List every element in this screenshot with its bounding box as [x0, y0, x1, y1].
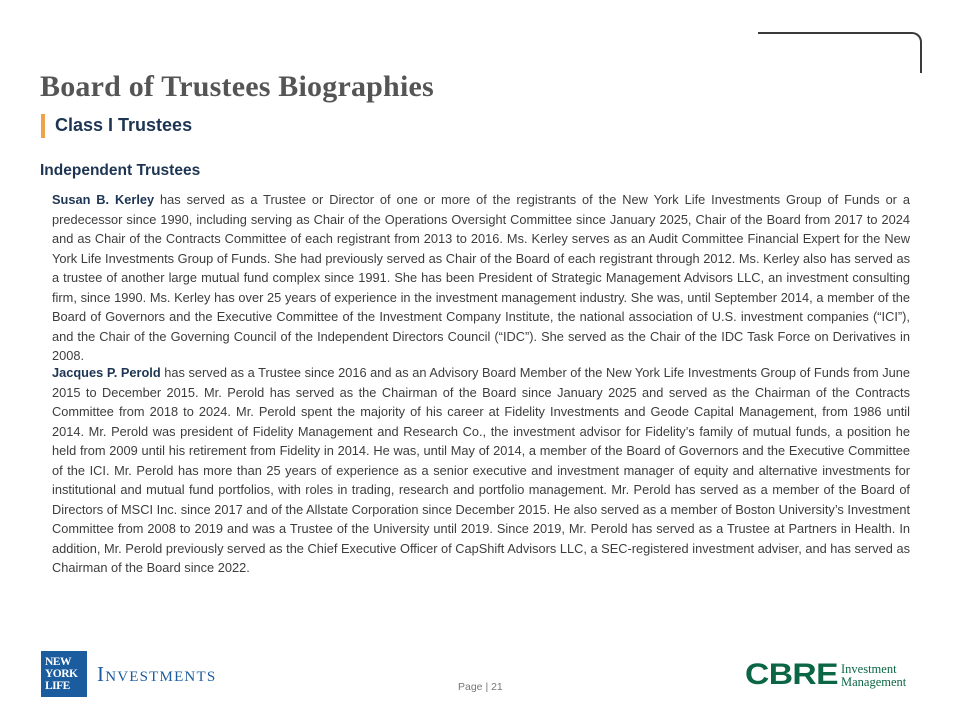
- nyl-investments-wordmark: Investments: [97, 662, 217, 686]
- cbre-investment-management-wordmark: Investment Management: [841, 662, 907, 689]
- corner-decoration: [758, 32, 922, 73]
- trustee-name: Susan B. Kerley: [52, 192, 155, 207]
- bio-paragraph: [52, 363, 910, 578]
- subtitle-accent-bar: [41, 114, 45, 138]
- page-title: Board of Trustees Biographies: [40, 70, 434, 103]
- trustee-name: Jacques P. Perold: [52, 365, 161, 380]
- bio-text: has served as a Trustee or Director of one or more of the registrants of the New York Life Investments Group of Funds or a predecessor since 1990, including serving as Chair of the Operations Oversight Committee since January 2025, Chair of the Board from 2017 to 2024 and as Chair of the Contracts Committee of each registrant from 2013 to 2016. Ms. Kerley serves as an Audit Committee Financial Expert for the New York Life Investments Group of Funds. She had previously served as Chair of the Board of each registrant through 2012. Ms. Kerley also has served as a trustee of another large mutual fund complex since 1991. She has been President of Strategic Management Advisors LLC, an investment consulting firm, since 1990. Ms. Kerley has over 25 years of experience in the investment management industry. She was, until September 2014, a member of the Board of Governors and the Executive Committee of the Investment Company Institute, the national association of U.S. investment companies (“ICI”), and the Chair of the Governing Council of the Independent Directors Council (“IDC”). She served as the Chair of the IDC Task Force on Derivatives in 2008.: [52, 192, 910, 363]
- cbre-logo: CBRE: [745, 658, 838, 691]
- page-subtitle: Class I Trustees: [55, 115, 193, 135]
- page-number: Page | 21: [458, 681, 503, 693]
- bio-paragraph: [52, 190, 910, 366]
- new-york-life-logo: NEW YORK LIFE: [41, 651, 87, 697]
- section-heading: Independent Trustees: [40, 162, 201, 179]
- bio-text: has served as a Trustee since 2016 and as an Advisory Board Member of the New York Life Investments Group of Funds from June 2015 to December 2015. Mr. Perold has served as the Chairman of the Board since January 2025 and served as the Chairman of the Contracts Committee from 2018 to 2024. Mr. Perold spent the majority of his career at Fidelity Investments and Geode Capital Management, from 1986 until 2014. Mr. Perold was president of Fidelity Management and Research Co., the investment advisor for Fidelity’s family of mutual funds, a position he held from 2009 until his retirement from Fidelity in 2014. He was, until May of 2014, a member of the Board of Governors and the Executive Committee of the ICI. Mr. Perold has more than 25 years of experience as a senior executive and investment manager of equity and alternative investments for institutional and mutual fund portfolios, with roles in trading, research and portfolio management. Mr. Perold has served as a member of the Board of Directors of MSCI Inc. since 2017 and of the Allstate Corporation since December 2015. He also served as a member of Boston University’s Investment Committee from 2008 to 2019 and was a Trustee of the University until 2019. Since 2019, Mr. Perold has served as a Trustee at Partners in Health. In addition, Mr. Perold previously served as the Chief Executive Officer of CapShift Advisors LLC, a SEC-registered investment adviser, and has served as Chairman of the Board since 2022.: [52, 365, 911, 575]
